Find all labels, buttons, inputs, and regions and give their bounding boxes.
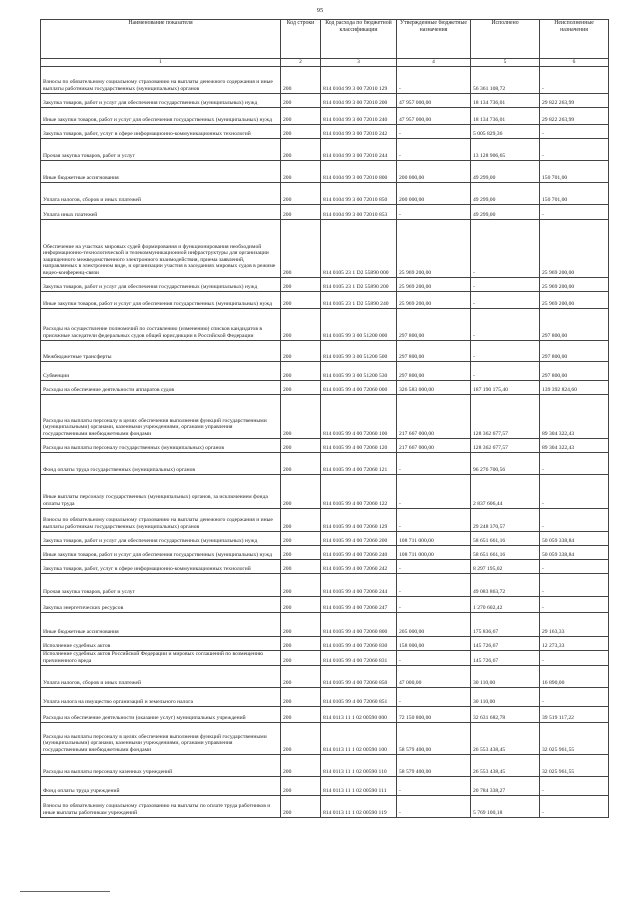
table-cell-line-code: 200 [281, 474, 321, 508]
table-cell-name: Субвенции [41, 361, 281, 380]
table-cell-name: Расходы на выплаты персоналу казенных учреждений [41, 754, 281, 776]
table-cell-name: Расходы на осуществление полномочий по составлению (изменению) списков кандидатов в присяжные заседатели федеральных судов общей юрисдикции в Российской Федерации [41, 308, 281, 340]
table-cell-executed: 1 270 602,42 [471, 596, 540, 612]
column-number: 5 [471, 59, 540, 67]
table-cell-executed: - [471, 361, 540, 380]
table-cell-executed: 18 134 736,01 [471, 93, 540, 107]
table-cell-unexecuted: 297 800,00 [540, 308, 609, 340]
table-cell-name: Взносы по обязательному социальному страхованию на выплаты денежного содержания и иные выплаты работникам государственных (муниципальных) органов [41, 66, 281, 93]
table-cell-unexecuted: - [540, 66, 609, 93]
table-cell-classification: 814 0113 11 1 02 00590 100 [321, 722, 397, 754]
table-row [41, 204, 609, 219]
table-cell-unexecuted: 50 059 338,84 [540, 545, 609, 559]
table-cell-line-code: 200 [281, 380, 321, 394]
table-cell-unexecuted: 39 519 117,22 [540, 706, 609, 722]
table-cell-approved: 58 579 400,00 [397, 754, 471, 776]
table-cell-executed: - [471, 308, 540, 340]
table-cell-line-code: 200 [281, 361, 321, 380]
table-cell-executed: 29 248 370,57 [471, 508, 540, 531]
table-cell-classification: 814 0105 23 1 D2 55890 200 [321, 277, 397, 291]
table-cell-line-code: 200 [281, 508, 321, 531]
table-cell-approved: - [397, 474, 471, 508]
table-cell-executed: 30 110,00 [471, 665, 540, 687]
table-cell-unexecuted: - [540, 795, 609, 817]
table-row [41, 361, 609, 380]
header-indicator-name: Наименование показателя [41, 20, 281, 59]
table-cell-executed: 58 651 661,16 [471, 531, 540, 545]
table-cell-classification: 814 0105 99 4 00 72060 851 [321, 687, 397, 706]
table-cell-name: Закупка товаров, работ, услуг в сфере информационно-коммуникационных технологий [41, 124, 281, 138]
column-number-row [41, 59, 609, 67]
table-cell-classification: 814 0104 99 3 00 72010 129 [321, 66, 397, 93]
table-cell-unexecuted: 16 890,00 [540, 665, 609, 687]
table-cell-unexecuted: 25 969 200,00 [540, 219, 609, 277]
table-cell-name: Закупка товаров, работ, услуг в сфере информационно-коммуникационных технологий [41, 559, 281, 573]
table-cell-executed: 26 553 438,45 [471, 754, 540, 776]
table-row [41, 573, 609, 596]
table-row [41, 776, 609, 795]
table-cell-approved: - [397, 559, 471, 573]
column-number: 2 [281, 59, 321, 67]
table-cell-approved: 326 583 000,00 [397, 380, 471, 394]
table-cell-executed: 96 276 700,56 [471, 452, 540, 474]
table-row [41, 559, 609, 573]
table-cell-classification: 814 0105 99 4 00 72060 830 [321, 636, 397, 650]
table-cell-line-code: 200 [281, 636, 321, 650]
table-cell-line-code: 200 [281, 308, 321, 340]
table-cell-approved: - [397, 573, 471, 596]
table-row [41, 722, 609, 754]
table-cell-line-code: 200 [281, 531, 321, 545]
table-cell-approved: 297 800,00 [397, 308, 471, 340]
table-cell-approved: - [397, 795, 471, 817]
table-cell-line-code: 200 [281, 394, 321, 438]
table-cell-executed: 145 726,67 [471, 636, 540, 650]
table-cell-classification: 814 0104 99 3 00 72010 240 [321, 107, 397, 124]
table-cell-line-code: 200 [281, 124, 321, 138]
table-row [41, 66, 609, 93]
table-cell-executed: 2 837 606,44 [471, 474, 540, 508]
table-cell-classification: 814 0105 99 4 00 72060 000 [321, 380, 397, 394]
column-number: 3 [321, 59, 397, 67]
table-cell-name: Закупка товаров, работ и услуг для обеспечения государственных (муниципальных) нужд [41, 277, 281, 291]
header-unexecuted: Неисполненные назначения [540, 20, 609, 59]
table-cell-name: Взносы по обязательному социальному страхованию на выплаты денежного содержания и иные выплаты работникам государственных (муниципальных) органов [41, 508, 281, 531]
table-cell-name: Уплата налога на имущество организаций и земельного налога [41, 687, 281, 706]
table-cell-executed: 49 299,00 [471, 182, 540, 204]
table-cell-approved: 217 667 000,00 [397, 438, 471, 452]
table-cell-approved: 200 000,00 [397, 160, 471, 182]
table-cell-name: Иные бюджетные ассигнования [41, 160, 281, 182]
table-cell-name: Обеспечение на участках мировых судей формирования и функционирования необходимой информационно-технологической и телекоммуникационной инфраструктуры для организации защищенного межведомственного электронного взаимодействия, приема заявлений, направляемых в электронном виде, и организации участия в заседаниях мировых судов в режиме видео-конференц-связи [41, 219, 281, 277]
table-cell-executed: 56 361 108,72 [471, 66, 540, 93]
table-row [41, 107, 609, 124]
table-cell-unexecuted: 150 701,00 [540, 160, 609, 182]
table-cell-name: Исполнение судебных актов [41, 636, 281, 650]
table-cell-classification: 814 0105 99 4 00 72060 247 [321, 596, 397, 612]
table-cell-approved: - [397, 66, 471, 93]
table-cell-name: Уплата иных платежей [41, 204, 281, 219]
table-cell-line-code: 200 [281, 545, 321, 559]
table-row [41, 438, 609, 452]
table-cell-approved: 25 969 200,00 [397, 277, 471, 291]
table-cell-line-code: 200 [281, 138, 321, 160]
header-line-code: Код строки [281, 20, 321, 59]
table-cell-unexecuted: 12 273,33 [540, 636, 609, 650]
table-cell-unexecuted: 25 969 200,00 [540, 277, 609, 291]
table-cell-executed: - [471, 277, 540, 291]
table-cell-name: Фонд оплаты труда учреждений [41, 776, 281, 795]
table-row [41, 531, 609, 545]
table-row [41, 706, 609, 722]
table-cell-approved: 47 957 000,00 [397, 107, 471, 124]
table-cell-classification: 814 0104 99 3 00 72010 244 [321, 138, 397, 160]
table-cell-line-code: 200 [281, 754, 321, 776]
table-cell-name: Закупка товаров, работ и услуг для обеспечения государственных (муниципальных) нужд [41, 531, 281, 545]
table-cell-classification: 814 0105 99 3 00 51200 530 [321, 361, 397, 380]
table-cell-executed: 30 110,00 [471, 687, 540, 706]
table-cell-classification: 814 0105 99 3 00 51200 500 [321, 340, 397, 361]
table-cell-classification: 814 0113 11 1 02 00590 111 [321, 776, 397, 795]
table-cell-approved: - [397, 650, 471, 665]
table-cell-unexecuted: 297 800,00 [540, 340, 609, 361]
table-cell-line-code: 200 [281, 66, 321, 93]
table-cell-executed: 5 005 829,36 [471, 124, 540, 138]
table-cell-approved: 47 957 000,00 [397, 93, 471, 107]
table-cell-unexecuted: - [540, 596, 609, 612]
table-cell-name: Закупка энергетических ресурсов [41, 596, 281, 612]
table-cell-line-code: 200 [281, 706, 321, 722]
table-cell-executed: 145 726,67 [471, 650, 540, 665]
table-cell-name: Уплата налогов, сборов и иных платежей [41, 665, 281, 687]
budget-expenditure-table [40, 19, 609, 818]
table-cell-unexecuted: 32 025 961,55 [540, 722, 609, 754]
table-cell-approved: - [397, 138, 471, 160]
table-header-row [41, 20, 609, 59]
table-row [41, 277, 609, 291]
table-cell-classification: 814 0105 99 4 00 72060 120 [321, 438, 397, 452]
column-number: 1 [41, 59, 281, 67]
table-cell-approved: - [397, 776, 471, 795]
table-cell-classification: 814 0104 99 3 00 72010 200 [321, 93, 397, 107]
table-cell-line-code: 200 [281, 93, 321, 107]
table-cell-unexecuted: - [540, 650, 609, 665]
table-cell-name: Расходы на обеспечение деятельности (оказание услуг) муниципальных учреждений [41, 706, 281, 722]
table-cell-name: Межбюджетные трансферты [41, 340, 281, 361]
table-cell-approved: 25 969 200,00 [397, 219, 471, 277]
table-cell-executed: 128 362 677,57 [471, 438, 540, 452]
table-cell-unexecuted: - [540, 138, 609, 160]
table-cell-line-code: 200 [281, 291, 321, 308]
table-cell-approved: 217 667 000,00 [397, 394, 471, 438]
table-cell-approved: - [397, 596, 471, 612]
table-row [41, 474, 609, 508]
table-cell-executed: 128 362 677,57 [471, 394, 540, 438]
table-cell-classification: 814 0105 99 4 00 72060 850 [321, 665, 397, 687]
header-executed: Исполнено [471, 20, 540, 59]
table-row [41, 308, 609, 340]
table-cell-classification: 814 0105 99 4 00 72060 240 [321, 545, 397, 559]
table-cell-executed: 49 299,00 [471, 204, 540, 219]
table-cell-classification: 814 0113 11 1 02 00590 110 [321, 754, 397, 776]
table-cell-unexecuted: 29 822 263,99 [540, 93, 609, 107]
table-cell-executed: 13 128 906,65 [471, 138, 540, 160]
column-number: 6 [540, 59, 609, 67]
table-cell-classification: 814 0104 99 3 00 72010 242 [321, 124, 397, 138]
table-cell-classification: 814 0105 23 1 D2 55890 240 [321, 291, 397, 308]
table-cell-unexecuted: 139 392 824,60 [540, 380, 609, 394]
table-cell-approved: 58 579 400,00 [397, 722, 471, 754]
table-cell-classification: 814 0105 99 4 00 72060 800 [321, 612, 397, 636]
table-cell-line-code: 200 [281, 687, 321, 706]
table-cell-unexecuted: 89 304 322,43 [540, 394, 609, 438]
table-cell-line-code: 200 [281, 795, 321, 817]
table-cell-executed: 58 651 661,16 [471, 545, 540, 559]
table-cell-executed: 49 299,00 [471, 160, 540, 182]
table-cell-line-code: 200 [281, 665, 321, 687]
table-cell-line-code: 200 [281, 204, 321, 219]
table-row [41, 219, 609, 277]
table-cell-name: Иные бюджетные ассигнования [41, 612, 281, 636]
footer-rule [20, 891, 110, 892]
table-cell-name: Иные выплаты персоналу государственных (муниципальных) органов, за исключением фонда оплаты труда [41, 474, 281, 508]
table-cell-classification: 814 0105 99 4 00 72060 244 [321, 573, 397, 596]
table-row [41, 160, 609, 182]
table-cell-name: Уплата налогов, сборов и иных платежей [41, 182, 281, 204]
table-row [41, 754, 609, 776]
table-cell-executed: 26 553 438,45 [471, 722, 540, 754]
table-cell-executed: 49 083 863,72 [471, 573, 540, 596]
table-cell-line-code: 200 [281, 596, 321, 612]
table-cell-line-code: 200 [281, 452, 321, 474]
table-row [41, 665, 609, 687]
table-cell-line-code: 200 [281, 776, 321, 795]
table-cell-classification: 814 0104 99 3 00 72010 853 [321, 204, 397, 219]
table-cell-executed: - [471, 219, 540, 277]
table-row [41, 291, 609, 308]
table-cell-unexecuted: 32 025 961,55 [540, 754, 609, 776]
table-cell-approved: - [397, 452, 471, 474]
table-cell-executed: 187 190 175,40 [471, 380, 540, 394]
table-row [41, 612, 609, 636]
table-cell-approved: 297 800,00 [397, 361, 471, 380]
table-cell-line-code: 200 [281, 107, 321, 124]
table-cell-classification: 814 0113 11 1 02 00590 000 [321, 706, 397, 722]
table-cell-classification: 814 0105 99 4 00 72060 831 [321, 650, 397, 665]
table-cell-approved: 108 711 000,00 [397, 531, 471, 545]
table-cell-line-code: 200 [281, 277, 321, 291]
table-row [41, 182, 609, 204]
table-row [41, 545, 609, 559]
table-cell-executed: - [471, 291, 540, 308]
table-cell-approved: 72 150 800,00 [397, 706, 471, 722]
table-cell-executed: - [471, 340, 540, 361]
table-cell-line-code: 200 [281, 340, 321, 361]
table-cell-approved: 25 969 200,00 [397, 291, 471, 308]
table-cell-name: Прочая закупка товаров, работ и услуг [41, 573, 281, 596]
table-cell-name: Иные закупки товаров, работ и услуг для обеспечения государственных (муниципальных) нужд [41, 291, 281, 308]
table-row [41, 340, 609, 361]
table-cell-unexecuted: 297 800,00 [540, 361, 609, 380]
table-cell-executed: 175 836,67 [471, 612, 540, 636]
table-cell-line-code: 200 [281, 559, 321, 573]
table-cell-unexecuted: - [540, 687, 609, 706]
table-cell-name: Исполнение судебных актов Российской Федерации и мировых соглашений по возмещению причиненного вреда [41, 650, 281, 665]
table-cell-unexecuted: - [540, 508, 609, 531]
table-cell-classification: 814 0113 11 1 02 00590 119 [321, 795, 397, 817]
table-row [41, 452, 609, 474]
table-cell-line-code: 200 [281, 438, 321, 452]
table-row [41, 93, 609, 107]
table-row [41, 795, 609, 817]
table-cell-unexecuted: - [540, 559, 609, 573]
column-number: 4 [397, 59, 471, 67]
table-cell-classification: 814 0105 99 4 00 72060 122 [321, 474, 397, 508]
table-cell-unexecuted: - [540, 204, 609, 219]
table-cell-line-code: 200 [281, 160, 321, 182]
table-cell-classification: 814 0105 99 4 00 72060 100 [321, 394, 397, 438]
table-cell-line-code: 200 [281, 650, 321, 665]
table-row [41, 380, 609, 394]
table-cell-unexecuted: 89 304 322,43 [540, 438, 609, 452]
table-cell-approved: 108 711 000,00 [397, 545, 471, 559]
table-cell-classification: 814 0104 99 3 00 72010 850 [321, 182, 397, 204]
table-cell-executed: 5 769 100,18 [471, 795, 540, 817]
table-cell-line-code: 200 [281, 612, 321, 636]
table-cell-name: Расходы на обеспечение деятельности аппаратов судов [41, 380, 281, 394]
table-cell-approved: - [397, 508, 471, 531]
table-cell-classification: 814 0105 23 1 D2 55890 000 [321, 219, 397, 277]
table-cell-approved: 47 000,00 [397, 665, 471, 687]
table-cell-classification: 814 0105 99 4 00 72060 121 [321, 452, 397, 474]
table-cell-unexecuted: 29 822 263,99 [540, 107, 609, 124]
table-cell-executed: 8 297 195,02 [471, 559, 540, 573]
table-cell-name: Иные закупки товаров, работ и услуг для обеспечения государственных (муниципальных) нужд [41, 545, 281, 559]
table-cell-unexecuted: 150 701,00 [540, 182, 609, 204]
table-row [41, 636, 609, 650]
table-cell-unexecuted: - [540, 452, 609, 474]
table-row [41, 124, 609, 138]
table-cell-name: Фонд оплаты труда государственных (муниципальных) органов [41, 452, 281, 474]
table-row [41, 138, 609, 160]
table-cell-unexecuted: - [540, 474, 609, 508]
table-cell-approved: 158 000,00 [397, 636, 471, 650]
table-cell-unexecuted: 25 969 200,00 [540, 291, 609, 308]
table-cell-executed: 20 784 338,27 [471, 776, 540, 795]
table-cell-line-code: 200 [281, 722, 321, 754]
table-cell-approved: - [397, 124, 471, 138]
header-classification-code: Код расхода по бюджетной классификации [321, 20, 397, 59]
table-row [41, 394, 609, 438]
table-cell-classification: 814 0104 99 3 00 72010 800 [321, 160, 397, 182]
table-row [41, 596, 609, 612]
table-row [41, 508, 609, 531]
table-cell-unexecuted: - [540, 776, 609, 795]
table-cell-approved: - [397, 687, 471, 706]
table-cell-classification: 814 0105 99 4 00 72060 200 [321, 531, 397, 545]
table-cell-approved: 297 800,00 [397, 340, 471, 361]
table-cell-name: Расходы на выплаты персоналу в целях обеспечения выполнения функций государственными (муниципальными) органами, казенными учреждениями, органами управления государственными внебюджетными фондами [41, 394, 281, 438]
table-cell-executed: 18 134 736,01 [471, 107, 540, 124]
table-cell-name: Расходы на выплаты персоналу в целях обеспечения выполнения функций государственными (муниципальными) органами, казенными учреждениями, органами управления государственными внебюджетными фондами [41, 722, 281, 754]
table-cell-name: Иные закупки товаров, работ и услуг для обеспечения государственных (муниципальных) нужд [41, 107, 281, 124]
table-cell-unexecuted: - [540, 124, 609, 138]
table-row [41, 687, 609, 706]
table-cell-classification: 814 0105 99 4 00 72060 242 [321, 559, 397, 573]
table-cell-approved: 205 000,00 [397, 612, 471, 636]
table-cell-classification: 814 0105 99 4 00 72060 129 [321, 508, 397, 531]
table-cell-line-code: 200 [281, 573, 321, 596]
table-cell-line-code: 200 [281, 182, 321, 204]
table-cell-unexecuted: 29 163,33 [540, 612, 609, 636]
table-cell-approved: 200 000,00 [397, 182, 471, 204]
table-row [41, 650, 609, 665]
table-cell-name: Прочая закупка товаров, работ и услуг [41, 138, 281, 160]
header-approved: Утвержденные бюджетные назначения [397, 20, 471, 59]
table-cell-name: Взносы по обязательному социальному страхованию на выплаты по оплате труда работников и иные выплаты работникам учреждений [41, 795, 281, 817]
page-number: 95 [316, 7, 324, 14]
table-cell-executed: 32 631 682,78 [471, 706, 540, 722]
table-cell-line-code: 200 [281, 219, 321, 277]
table-cell-classification: 814 0105 99 3 00 51200 000 [321, 308, 397, 340]
table-cell-unexecuted: 50 059 338,84 [540, 531, 609, 545]
table-cell-unexecuted: - [540, 573, 609, 596]
table-cell-name: Расходы на выплаты персоналу государственных (муниципальных) органов [41, 438, 281, 452]
table-cell-name: Закупка товаров, работ и услуг для обеспечения государственных (муниципальных) нужд [41, 93, 281, 107]
table-cell-approved: - [397, 204, 471, 219]
